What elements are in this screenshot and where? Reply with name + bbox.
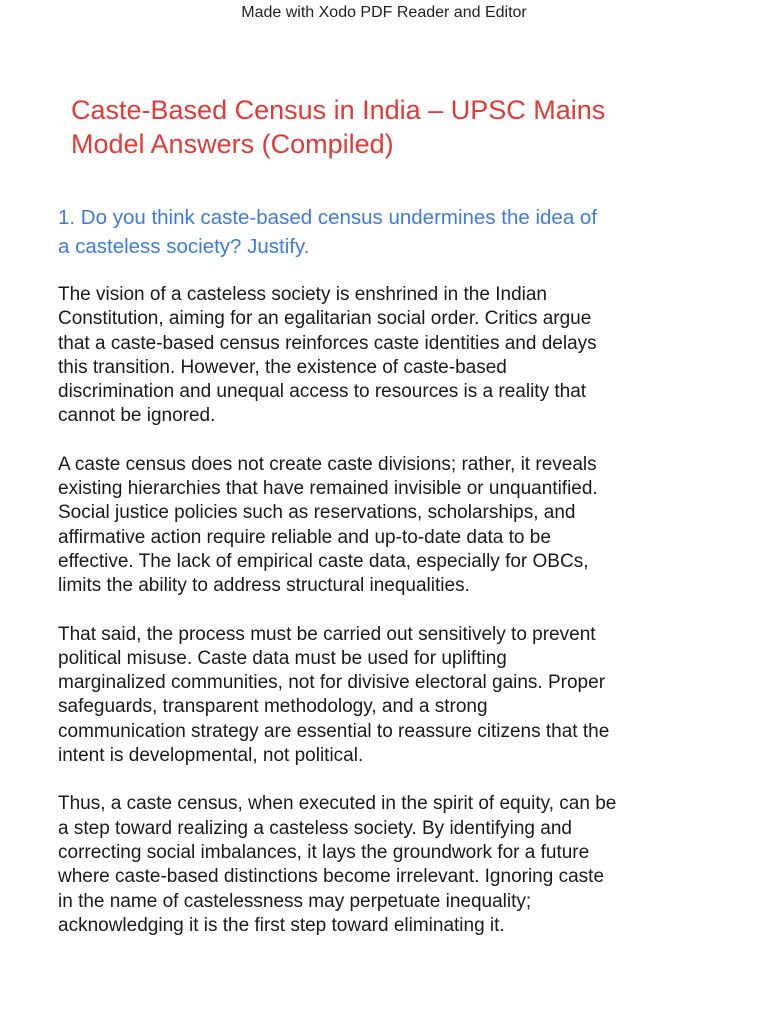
text-line: communication strategy are essential to reassure citizens that the bbox=[58, 720, 610, 742]
answer-paragraph-3 bbox=[58, 623, 718, 769]
text-line: acknowledging it is the first step toward eliminating it. bbox=[58, 914, 505, 936]
text-line: That said, the process must be carried out sensitively to prevent bbox=[58, 623, 596, 645]
question-heading bbox=[58, 203, 718, 261]
text-line: discrimination and unequal access to resources is a reality that bbox=[58, 381, 587, 403]
text-line: safeguards, transparent methodology, and a strong bbox=[58, 696, 488, 718]
text-line: limits the ability to address structural inequalities. bbox=[58, 575, 470, 597]
answer-paragraph-2 bbox=[58, 453, 718, 599]
document-title bbox=[71, 93, 711, 161]
title-line: Model Answers (Compiled) bbox=[71, 129, 394, 159]
text-line: effective. The lack of empirical caste data, especially for OBCs, bbox=[58, 550, 589, 572]
text-line: A caste census does not create caste divisions; rather, it reveals bbox=[58, 453, 597, 475]
text-line: marginalized communities, not for divisive electoral gains. Proper bbox=[58, 672, 606, 694]
text-line: Social justice policies such as reservations, scholarships, and bbox=[58, 502, 576, 524]
text-line: The vision of a casteless society is enshrined in the Indian bbox=[58, 284, 547, 305]
text-line: cannot be ignored. bbox=[58, 405, 216, 427]
text-line: this transition. However, the existence of caste-based bbox=[58, 356, 507, 378]
text-line: a step toward realizing a casteless society. By identifying and bbox=[58, 817, 572, 839]
text-line: in the name of castelessness may perpetuate inequality; bbox=[58, 890, 532, 912]
text-line: existing hierarchies that have remained invisible or unquantified. bbox=[58, 478, 598, 500]
watermark: Made with Xodo PDF Reader and Editor bbox=[241, 4, 527, 21]
question-line: 1. Do you think caste-based census undermines the idea of bbox=[58, 206, 598, 229]
text-line: where caste-based distinctions become irrelevant. Ignoring caste bbox=[58, 866, 605, 888]
text-line: that a caste-based census reinforces caste identities and delays bbox=[58, 332, 597, 354]
text-line: correcting social imbalances, it lays the groundwork for a future bbox=[58, 841, 590, 863]
title-line: Caste-Based Census in India – UPSC Mains bbox=[71, 95, 606, 125]
text-line: affirmative action require reliable and up-to-date data to be bbox=[58, 526, 551, 548]
text-line: Thus, a caste census, when executed in the spirit of equity, can be bbox=[58, 793, 617, 815]
text-line: political misuse. Caste data must be used for uplifting bbox=[58, 647, 507, 669]
question-line: a casteless society? Justify. bbox=[58, 235, 310, 258]
answer-paragraph-4 bbox=[58, 792, 718, 938]
text-line: Constitution, aiming for an egalitarian social order. Critics argue bbox=[58, 308, 592, 330]
answer-body bbox=[58, 283, 718, 962]
answer-paragraph-1 bbox=[58, 283, 718, 429]
text-line: intent is developmental, not political. bbox=[58, 745, 364, 767]
